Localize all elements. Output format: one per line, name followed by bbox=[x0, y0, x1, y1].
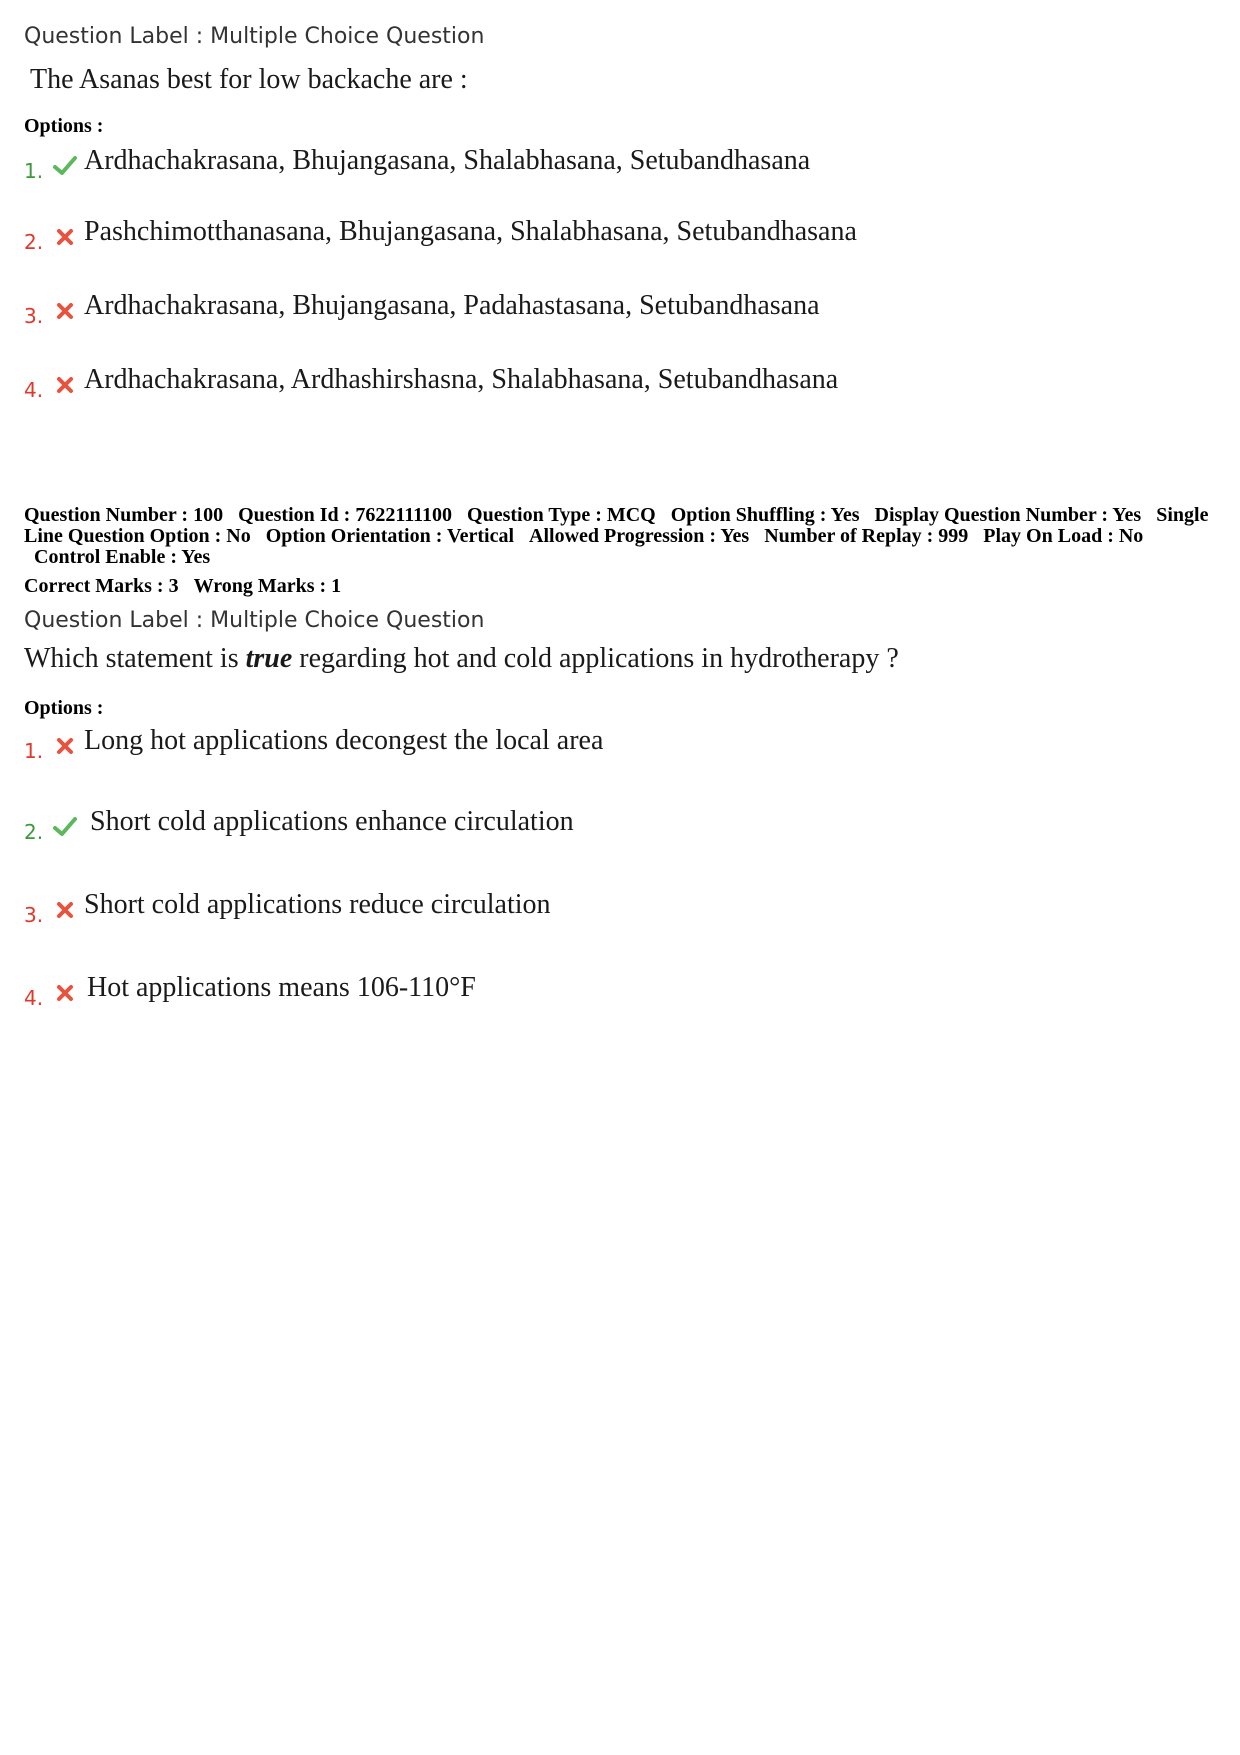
option-4 bbox=[24, 364, 1124, 404]
question-text-after: regarding hot and cold applications in hydrotherapy ? bbox=[292, 643, 899, 674]
cross-icon bbox=[52, 224, 78, 250]
option-number: 1. bbox=[24, 739, 44, 763]
option-2 bbox=[24, 216, 1124, 256]
option-1 bbox=[24, 145, 1124, 185]
option-number: 3. bbox=[24, 304, 44, 328]
option-1 bbox=[24, 725, 1124, 765]
option-3 bbox=[24, 889, 1124, 929]
option-text: Long hot applications decongest the local area bbox=[84, 725, 604, 756]
question-id: Question Id : 7622111100 bbox=[238, 504, 453, 526]
option-text: Short cold applications enhance circulation bbox=[90, 806, 574, 837]
correct-marks: Correct Marks : 3 bbox=[24, 575, 179, 597]
option-4 bbox=[24, 972, 1124, 1012]
question-number: Question Number : 100 bbox=[24, 504, 224, 526]
question-type: Question Type : MCQ bbox=[467, 504, 656, 526]
display-question-number: Display Question Number : Yes bbox=[874, 504, 1142, 526]
check-icon bbox=[52, 153, 78, 179]
option-text: Ardhachakrasana, Ardhashirshasna, Shalabhasana, Setubandhasana bbox=[84, 364, 839, 395]
question-label: Question Label : Multiple Choice Question bbox=[24, 24, 485, 49]
question-text: The Asanas best for low backache are : bbox=[30, 64, 468, 95]
option-number: 2. bbox=[24, 820, 44, 844]
check-icon bbox=[52, 814, 78, 840]
option-orientation: Option Orientation : Vertical bbox=[265, 525, 515, 547]
question-metadata bbox=[24, 505, 1214, 568]
option-shuffling: Option Shuffling : Yes bbox=[670, 504, 860, 526]
wrong-marks: Wrong Marks : 1 bbox=[193, 575, 342, 597]
question-text-emphasis: true bbox=[245, 643, 293, 674]
allowed-progression: Allowed Progression : Yes bbox=[529, 525, 750, 547]
options-heading: Options : bbox=[24, 115, 104, 137]
question-text-before: Which statement is bbox=[24, 643, 246, 674]
option-text: Ardhachakrasana, Bhujangasana, Padahastasana, Setubandhasana bbox=[84, 290, 820, 321]
option-text: Ardhachakrasana, Bhujangasana, Shalabhasana, Setubandhasana bbox=[84, 145, 811, 176]
control-enable: Control Enable : Yes bbox=[34, 546, 211, 568]
option-number: 1. bbox=[24, 159, 44, 183]
option-number: 4. bbox=[24, 378, 44, 402]
cross-icon bbox=[52, 298, 78, 324]
option-3 bbox=[24, 290, 1124, 330]
cross-icon bbox=[52, 733, 78, 759]
option-number: 4. bbox=[24, 986, 44, 1010]
option-text: Hot applications means 106-110°F bbox=[87, 972, 476, 1003]
option-text: Pashchimotthanasana, Bhujangasana, Shalabhasana, Setubandhasana bbox=[84, 216, 857, 247]
option-number: 2. bbox=[24, 230, 44, 254]
options-heading: Options : bbox=[24, 697, 104, 719]
question-label: Question Label : Multiple Choice Question bbox=[24, 608, 485, 633]
play-on-load: Play On Load : No bbox=[983, 525, 1144, 547]
cross-icon bbox=[52, 372, 78, 398]
cross-icon bbox=[52, 897, 78, 923]
cross-icon bbox=[52, 980, 78, 1006]
marks-line bbox=[24, 576, 1214, 597]
single-line-question-option: Single Line Question Option : No bbox=[24, 504, 1209, 547]
number-of-replay: Number of Replay : 999 bbox=[764, 525, 969, 547]
option-number: 3. bbox=[24, 903, 44, 927]
option-text: Short cold applications reduce circulation bbox=[84, 889, 551, 920]
question-text bbox=[24, 643, 899, 675]
option-2 bbox=[24, 806, 1124, 846]
